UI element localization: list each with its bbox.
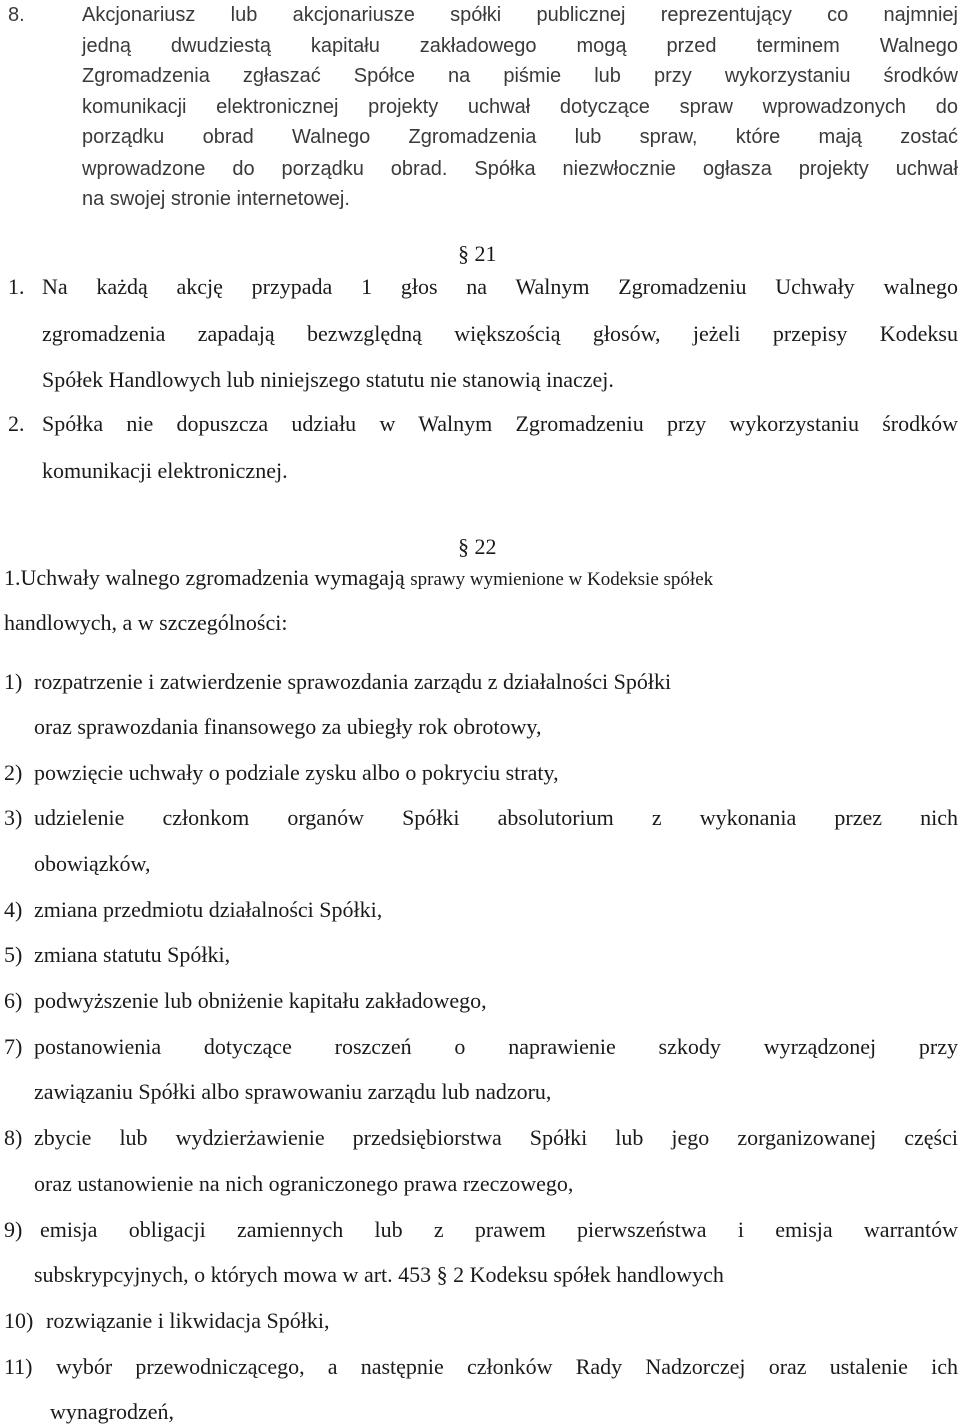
list-item-number: 11) [4, 1354, 33, 1379]
list-item-line: rozpatrzenie i zatwierdzenie sprawozdania zarządu z działalności Spółki [34, 669, 672, 694]
intro-text: 1.Uchwały walnego zgromadzenia wymagają [4, 565, 405, 590]
list-item-line: wynagrodzeń, [50, 1399, 175, 1424]
intro-line [4, 563, 713, 595]
text-line: na swojej stronie internetowej. [82, 188, 350, 210]
list-item-line: zmiana statutu Spółki, [34, 942, 231, 967]
list-item-line: zbycie lub wydzierżawienie przedsiębiorstwa Spółki lub jego zorganizowanej części [34, 1125, 958, 1150]
list-item-number: 5) [4, 942, 23, 967]
paragraph-number: 8. [8, 4, 25, 26]
list-item-line: zawiązaniu Spółki albo sprawowaniu zarządu lub nadzoru, [34, 1079, 552, 1104]
text-line: zgromadzenia zapadają bezwzględną większością głosów, jeżeli przepisy Kodeksu [42, 321, 958, 346]
list-item-line: zmiana przedmiotu działalności Spółki, [34, 897, 383, 922]
paragraph-number: 2. [8, 411, 25, 436]
intro-text-small: sprawy wymienione w Kodeksie spółek [410, 569, 714, 590]
intro-line: handlowych, a w szczególności: [4, 610, 288, 635]
list-item-body [34, 1032, 958, 1062]
text-line: Zgromadzenia zgłaszać Spółce na piśmie lub przy wykorzystaniu środków [82, 65, 958, 87]
list-item-line: rozwiązanie i likwidacja Spółki, [46, 1308, 330, 1333]
list-item-line: udzielenie członkom organów Spółki absolutorium z wykonania przez nich [34, 805, 958, 830]
text-line: Na każdą akcję przypada 1 głos na Walnym Zgromadzeniu Uchwały walnego [42, 274, 958, 299]
list-item-line: powzięcie uchwały o podziale zysku albo o pokryciu straty, [34, 760, 559, 785]
list-item-number: 8) [4, 1125, 23, 1150]
list-item-line: oraz sprawozdania finansowego za ubiegły rok obrotowy, [34, 714, 542, 739]
text-line: Akcjonariusz lub akcjonariusze spółki publicznej reprezentujący co najmniej [82, 4, 958, 26]
paragraph-body [42, 409, 958, 486]
paragraph-body [82, 0, 958, 215]
text-line: jedną dwudziestą kapitału zakładowego mogą przed terminem Walnego [82, 34, 958, 57]
list-item-number: 2) [4, 760, 23, 785]
text-line: komunikacji elektronicznej projekty uchwał dotyczące spraw wprowadzonych do [82, 95, 958, 118]
list-item-number: 9) [4, 1217, 23, 1242]
list-item-body [34, 803, 958, 833]
list-item-number: 6) [4, 988, 23, 1013]
list-item-body [40, 1215, 958, 1245]
list-item-line: emisja obligacji zamiennych lub z prawem pierwszeństwa i emisja warrantów [40, 1217, 958, 1242]
list-item-line: podwyższenie lub obniżenie kapitału zakładowego, [34, 988, 487, 1013]
paragraph-number: 1. [8, 274, 25, 299]
section-heading: § 21 [458, 241, 497, 266]
section-heading: § 22 [458, 534, 497, 559]
list-item-line: postanowienia dotyczące roszczeń o naprawienie szkody wyrządzonej przy [34, 1034, 958, 1059]
list-item-line: wybór przewodniczącego, a następnie członków Rady Nadzorczej oraz ustalenie ich [56, 1354, 958, 1379]
list-item-number: 1) [4, 669, 23, 694]
text-line: porządku obrad Walnego Zgromadzenia lub spraw, które mają zostać [82, 126, 958, 148]
list-item-number: 10) [4, 1308, 34, 1333]
list-item-line: subskrypcyjnych, o których mowa w art. 453 § 2 Kodeksu spółek handlowych [34, 1262, 724, 1287]
paragraph-body [42, 272, 958, 395]
list-item-line: oraz ustanowienie na nich ograniczonego prawa rzeczowego, [34, 1171, 574, 1196]
text-line: Spółek Handlowych lub niniejszego statutu nie stanowią inaczej. [42, 367, 614, 392]
list-item-number: 4) [4, 897, 23, 922]
text-line: Spółka nie dopuszcza udziału w Walnym Zgromadzeniu przy wykorzystaniu środków [42, 411, 958, 436]
list-item-number: 7) [4, 1034, 23, 1059]
list-item-body [56, 1352, 958, 1382]
text-line: komunikacji elektronicznej. [42, 458, 288, 483]
list-item-number: 3) [4, 805, 23, 830]
text-line: wprowadzone do porządku obrad. Spółka niezwłocznie ogłasza projekty uchwał [82, 157, 958, 180]
list-item-body [34, 1123, 958, 1153]
list-item-line: obowiązków, [34, 851, 151, 876]
